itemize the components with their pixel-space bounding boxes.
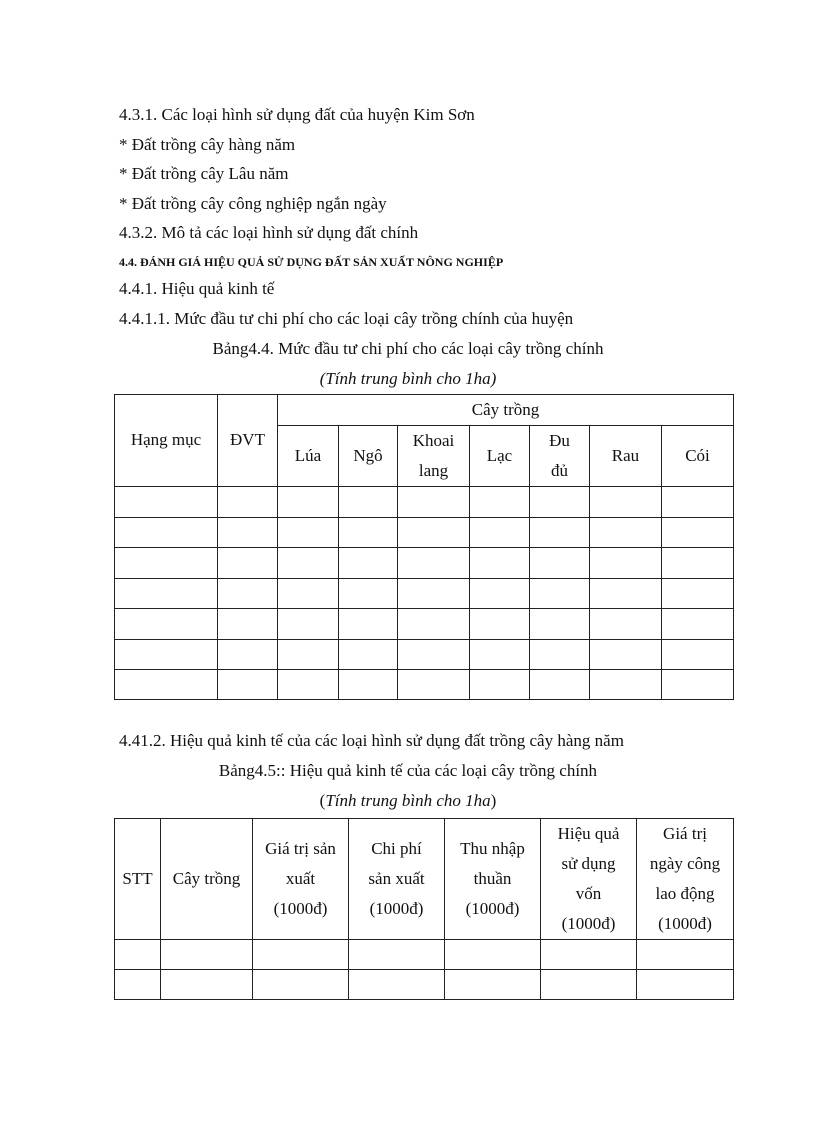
table-cell [253, 940, 349, 970]
table-cell [590, 640, 662, 670]
header-cay-trong: Cây trồng [161, 819, 253, 940]
table-cell [278, 640, 339, 670]
table-cell [470, 487, 530, 518]
header-khoai-lang-line2: lang [418, 461, 449, 480]
table-cell [339, 670, 398, 700]
table-cell [590, 579, 662, 609]
table-cell [590, 487, 662, 518]
header-cpsx-line2: sản xuất [368, 869, 425, 888]
table-cell [115, 548, 218, 579]
table-cell [470, 548, 530, 579]
header-coi: Cói [662, 426, 734, 487]
table-row [115, 579, 734, 609]
table-cell [218, 670, 278, 700]
header-hqsdv-line1: Hiệu quả [557, 824, 620, 843]
table-cell [339, 579, 398, 609]
table-cell [470, 579, 530, 609]
header-gtnc-line1: Giá trị [663, 824, 707, 843]
header-ngo: Ngô [339, 426, 398, 487]
table-cell [339, 518, 398, 548]
table-cell [662, 579, 734, 609]
table2-caption: Bảng4.5:: Hiệu quả kinh tế của các loại cây trồng chính [218, 761, 598, 780]
section-4-4-1-heading: 4.4.1. Hiệu quả kinh tế [119, 279, 275, 298]
bullet-industrial-crops: * Đất trồng cây công nghiệp ngắn ngày [119, 194, 387, 213]
table-cell [115, 670, 218, 700]
table-cell [470, 518, 530, 548]
table-cell [161, 940, 253, 970]
table-cell [349, 940, 445, 970]
table-cell [590, 518, 662, 548]
table-cell [398, 579, 470, 609]
table-cell [470, 609, 530, 640]
header-tnt-line1: Thu nhập [460, 839, 525, 858]
table-cell [218, 518, 278, 548]
table-cell [339, 609, 398, 640]
header-cpsx-line3: (1000đ) [369, 899, 424, 918]
table-cell [278, 518, 339, 548]
header-hqsdv-line4: (1000đ) [561, 914, 616, 933]
table-cell [398, 670, 470, 700]
table-cell [115, 970, 161, 1000]
header-rau: Rau [590, 426, 662, 487]
table1-note: (Tính trung bình cho 1ha) [319, 369, 497, 388]
table-cell [637, 970, 734, 1000]
table-cell [530, 518, 590, 548]
table-cell [339, 487, 398, 518]
header-hieu-qua-su-dung-von [541, 819, 637, 940]
header-du-du-line1: Đu [549, 431, 570, 450]
table-cell [115, 518, 218, 548]
table-cell [278, 670, 339, 700]
table-cell [398, 487, 470, 518]
header-khoai-lang [398, 426, 470, 487]
header-gtnc-line4: (1000đ) [658, 914, 712, 933]
table-cell [398, 609, 470, 640]
table-cell [590, 548, 662, 579]
table-cell [161, 970, 253, 1000]
table-cell [278, 579, 339, 609]
header-gia-tri-ngay-cong [637, 819, 734, 940]
section-4-3-1-heading: 4.3.1. Các loại hình sử dụng đất của huyện Kim Sơn [119, 105, 475, 124]
table-cell [530, 640, 590, 670]
header-hqsdv-line2: sử dụng [561, 854, 616, 873]
table-row [115, 640, 734, 670]
table-row [115, 548, 734, 579]
header-gtsx-line2: xuất [285, 869, 316, 888]
table-cell [218, 640, 278, 670]
section-4-3-2-heading: 4.3.2. Mô tả các loại hình sử dụng đất chính [119, 223, 419, 242]
table-cell [398, 640, 470, 670]
table-cell [115, 640, 218, 670]
section-4-4-heading: 4.4. ĐÁNH GIÁ HIỆU QUẢ SỬ DỤNG ĐẤT SẢN XUẤT NÔNG NGHIỆP [119, 255, 504, 269]
table-cell [278, 548, 339, 579]
table-row [115, 819, 734, 940]
header-chi-phi-san-xuat [349, 819, 445, 940]
table-cell [530, 609, 590, 640]
table-row [115, 970, 734, 1000]
header-gtsx-line1: Giá trị sản [265, 839, 336, 858]
table-cell [662, 609, 734, 640]
header-hqsdv-line3: vốn [575, 884, 602, 903]
table-row [115, 609, 734, 640]
table1-caption: Bảng4.4. Mức đầu tư chi phí cho các loại cây trồng chính [212, 339, 604, 358]
table-cell [218, 487, 278, 518]
table-cell [530, 579, 590, 609]
table-cell [530, 670, 590, 700]
table-row [115, 940, 734, 970]
table-cell [662, 518, 734, 548]
economic-efficiency-table [114, 818, 734, 1000]
table-cell [398, 548, 470, 579]
investment-cost-table [114, 394, 734, 700]
header-du-du [530, 426, 590, 487]
header-tnt-line2: thuần [473, 869, 512, 888]
header-cpsx-line1: Chi phí [371, 839, 422, 858]
table-cell [253, 970, 349, 1000]
table-cell [541, 940, 637, 970]
table-cell [541, 970, 637, 1000]
table-row [115, 518, 734, 548]
table-row [115, 395, 734, 426]
table-cell [662, 548, 734, 579]
table-cell [530, 487, 590, 518]
bullet-perennial-crops: * Đất trồng cây Lâu năm [119, 164, 289, 183]
table2-note-open: ( [319, 791, 326, 810]
table-cell [398, 518, 470, 548]
header-gtsx-line3: (1000đ) [273, 899, 328, 918]
header-du-du-line2: đủ [551, 461, 568, 480]
table-row [115, 670, 734, 700]
table-cell [115, 579, 218, 609]
table-cell [590, 609, 662, 640]
table-cell [115, 487, 218, 518]
table-cell [115, 609, 218, 640]
table2-note-text: Tính trung bình cho 1ha [325, 791, 491, 810]
header-gtnc-line2: ngày công [649, 854, 721, 873]
section-4-4-1-1-heading: 4.4.1.1. Mức đầu tư chi phí cho các loại cây trồng chính của huyện [119, 309, 574, 328]
header-khoai-lang-line1: Khoai [412, 431, 455, 450]
header-stt: STT [115, 819, 161, 940]
table-cell [590, 670, 662, 700]
table-cell [218, 579, 278, 609]
table-cell [218, 609, 278, 640]
header-lac: Lạc [470, 426, 530, 487]
header-lua: Lúa [278, 426, 339, 487]
table-cell [662, 640, 734, 670]
header-dvt: ĐVT [218, 395, 278, 487]
table-cell [470, 640, 530, 670]
header-cay-trong: Cây trồng [278, 395, 734, 426]
table-cell [115, 940, 161, 970]
table2-note-close: ) [490, 791, 497, 810]
table-cell [339, 548, 398, 579]
table-cell [218, 548, 278, 579]
table-cell [530, 548, 590, 579]
header-thu-nhap-thuan [445, 819, 541, 940]
table-cell [445, 940, 541, 970]
table-cell [339, 640, 398, 670]
bullet-annual-crops: * Đất trồng cây hàng năm [119, 135, 296, 154]
header-gia-tri-san-xuat [253, 819, 349, 940]
header-gtnc-line3: lao động [655, 884, 715, 903]
table-cell [349, 970, 445, 1000]
table-cell [662, 487, 734, 518]
table-row [115, 487, 734, 518]
table-cell [470, 670, 530, 700]
table-cell [637, 940, 734, 970]
header-hang-muc: Hạng mục [115, 395, 218, 487]
table-cell [278, 487, 339, 518]
table-cell [445, 970, 541, 1000]
section-4-4-1-2-heading: 4.41.2. Hiệu quả kinh tế của các loại hình sử dụng đất trồng cây hàng năm [119, 731, 624, 750]
header-tnt-line3: (1000đ) [465, 899, 520, 918]
table-cell [662, 670, 734, 700]
table-cell [278, 609, 339, 640]
table2-note [0, 791, 816, 811]
